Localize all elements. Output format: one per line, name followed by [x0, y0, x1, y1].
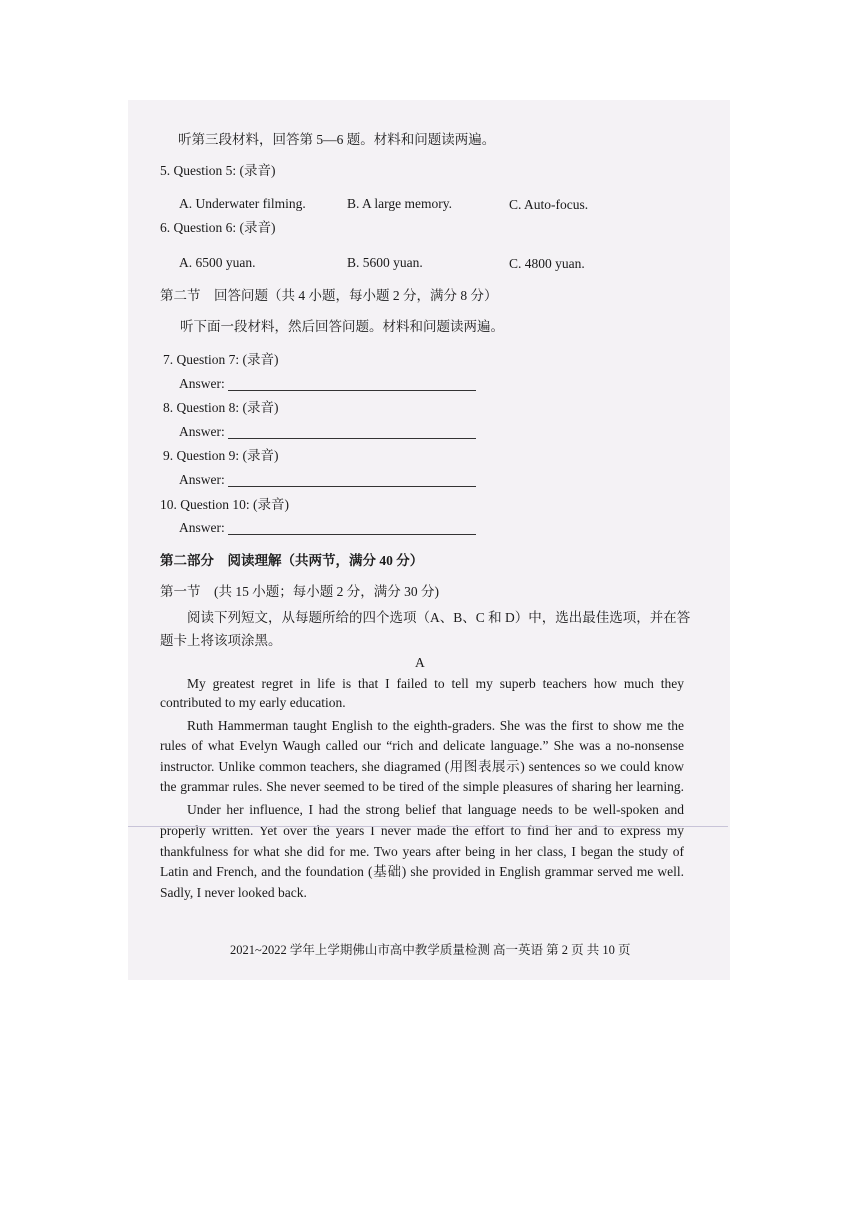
part-2-heading: 第二部分 阅读理解（共两节，满分 40 分）: [160, 553, 424, 568]
passage-line: Ruth Hammerman taught English to the eighth-graders. She was the first to show me the: [187, 718, 684, 733]
q5-option-c: C. Auto-focus.: [509, 197, 589, 212]
question-5-prompt: 5. Question 5: (录音): [160, 163, 276, 178]
passage-letter: A: [415, 655, 425, 670]
passage-line: My greatest regret in life is that I failed to tell my superb teachers how much they: [187, 676, 684, 691]
q5-option-a: A. Underwater filming.: [179, 196, 306, 211]
answer-8-line: [228, 438, 476, 439]
page-footer: 2021~2022 学年上学期佛山市高中教学质量检测 高一英语 第 2 页 共 10 页: [230, 943, 631, 957]
reading-instruction-line-1: 阅读下列短文，从每题所给的四个选项（A、B、C 和 D）中，选出最佳选项，并在答: [187, 610, 691, 625]
passage-line: the grammar rules. She never seemed to be tired of the simple pleasures of sharing her learning.: [160, 779, 684, 794]
answer-7-label: Answer:: [179, 376, 225, 391]
instruction-q5-6: 听第三段材料，回答第 5—6 题。材料和问题读两遍。: [178, 132, 496, 147]
answer-9-label: Answer:: [179, 472, 225, 487]
reading-instruction-line-2: 题卡上将该项涂黑。: [160, 633, 282, 648]
question-10-prompt: 10. Question 10: (录音): [160, 497, 289, 512]
passage-line: properly written. Yet over the years I never made the effort to find her and to express my: [160, 823, 684, 838]
scan-artifact-line: [128, 826, 728, 827]
answer-10-line: [228, 534, 476, 535]
question-9-prompt: 9. Question 9: (录音): [163, 448, 279, 463]
q6-option-a: A. 6500 yuan.: [179, 255, 256, 270]
q6-option-c: C. 4800 yuan.: [509, 256, 585, 271]
passage-line: Sadly, I never looked back.: [160, 885, 307, 900]
passage-line: instructor. Unlike common teachers, she diagramed (用图表展示) sentences so we could know: [160, 759, 684, 774]
question-7-prompt: 7. Question 7: (录音): [163, 352, 279, 367]
question-6-prompt: 6. Question 6: (录音): [160, 220, 276, 235]
answer-8-label: Answer:: [179, 424, 225, 439]
passage-line: contributed to my early education.: [160, 695, 346, 710]
passage-line: Latin and French, and the foundation (基础) she provided in English grammar served me well.: [160, 864, 684, 879]
answer-7-line: [228, 390, 476, 391]
passage-line: thankfulness for what she did for me. Two years after being in her class, I began the study of: [160, 844, 684, 859]
q5-option-b: B. A large memory.: [347, 196, 452, 211]
section-2-heading: 第二节 回答问题（共 4 小题，每小题 2 分，满分 8 分）: [160, 288, 498, 303]
reading-section-1-heading: 第一节 (共 15 小题；每小题 2 分，满分 30 分): [160, 584, 439, 599]
q6-option-b: B. 5600 yuan.: [347, 255, 423, 270]
passage-line: Under her influence, I had the strong belief that language needs to be well-spoken and: [187, 802, 684, 817]
question-8-prompt: 8. Question 8: (录音): [163, 400, 279, 415]
section-2-instruction: 听下面一段材料，然后回答问题。材料和问题读两遍。: [180, 319, 504, 334]
answer-10-label: Answer:: [179, 520, 225, 535]
answer-9-line: [228, 486, 476, 487]
passage-line: rules of what Evelyn Waugh called our “rich and delicate language.” She was a no-nonsense: [160, 738, 684, 753]
